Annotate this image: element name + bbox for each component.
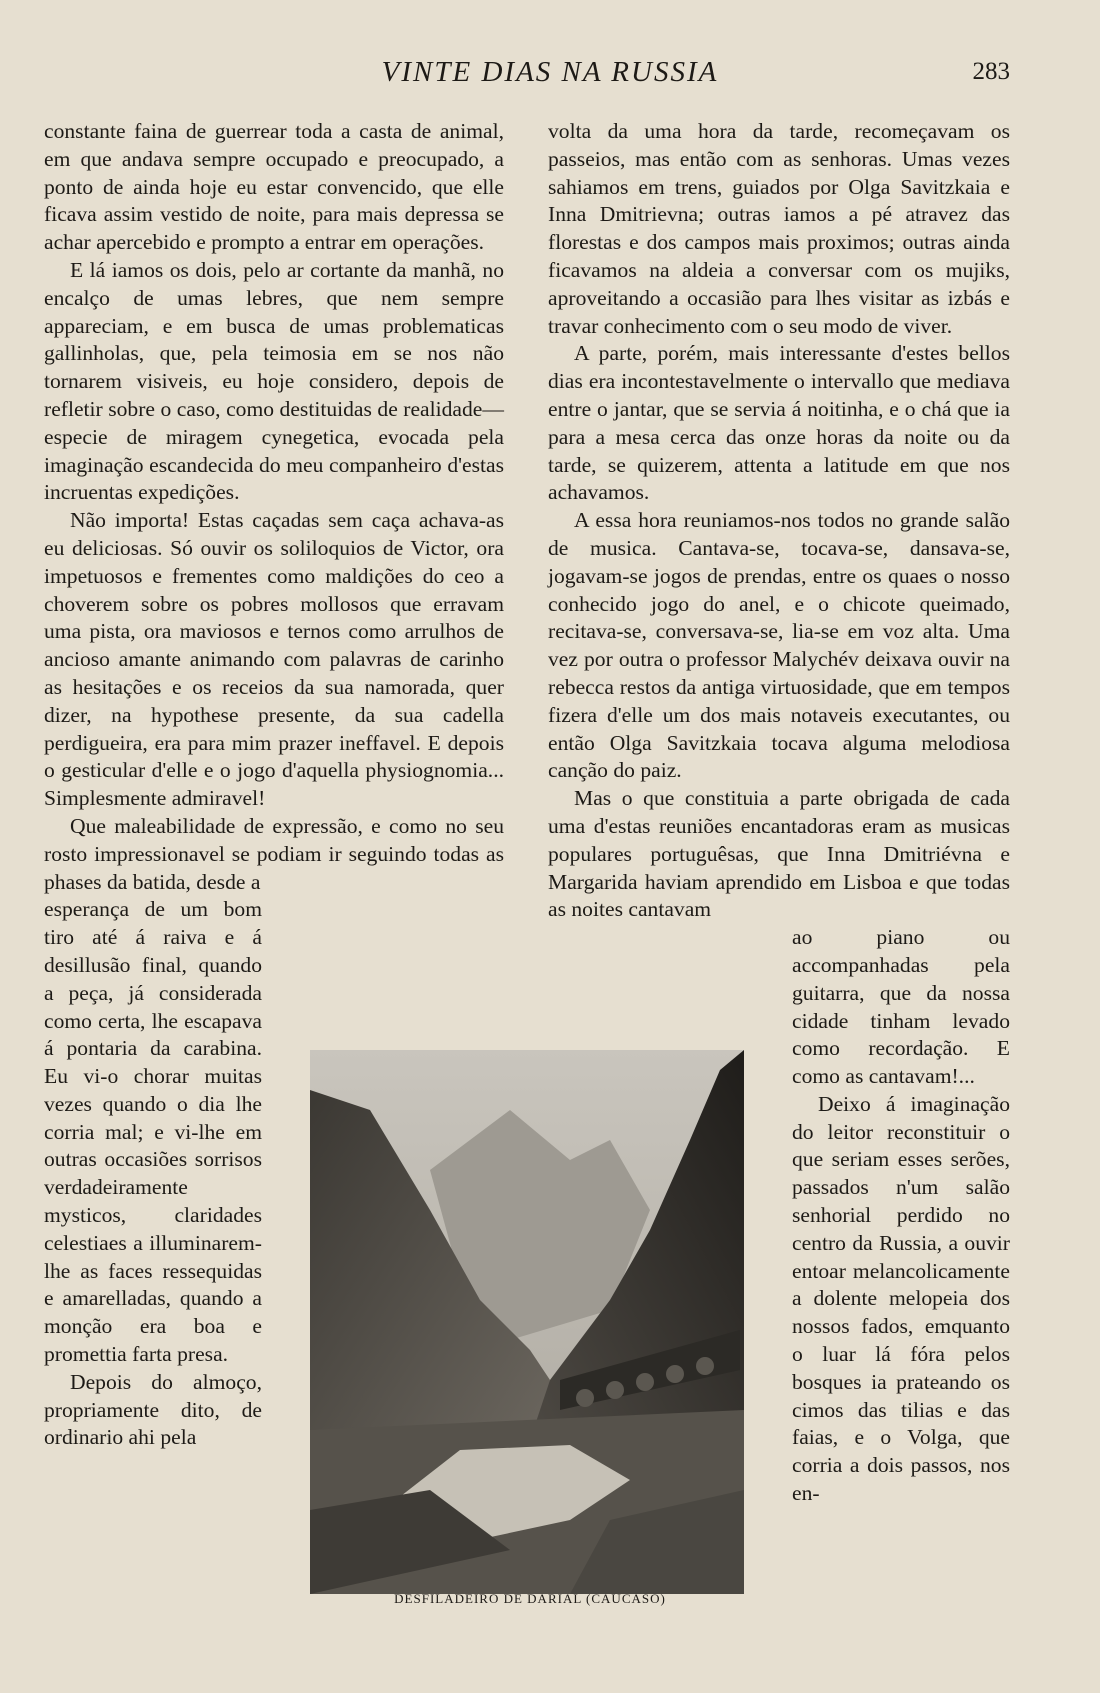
paragraph: esperança de um bom tiro até á raiva e á desillusão final, quando a peça, já considerada como certa, lhe escapava á pontaria da carabina. Eu vi-o chorar muitas vezes quando o dia lhe corria mal; e vi-lhe em outras occasiões sorrisos verdadeiramente mysticos, claridades celestiaes a illuminarem-lhe as faces ressequidas e amarelladas, quando a monção era boa e promettia farta presa. — [44, 897, 262, 1367]
paragraph: constante faina de guerrear toda a casta de animal, em que andava sempre occupado e preocupado, a ponto de ainda hoje eu estar convencido, que elle ficava assim vestido de noite, para mais depressa se achar apercebido e prompto a entrar em operações. — [44, 119, 504, 255]
paragraph: Mas o que constituia a parte obrigada de cada uma d'estas reuniões encantadoras eram as musicas populares portuguêsas, que Inna Dmitriévna e Margarida haviam aprendido em Lisboa e que todas as noites cantavam — [548, 786, 1010, 922]
page-header — [0, 56, 1100, 96]
wrapped-text-right — [792, 924, 1010, 1508]
paragraph: Deixo á imaginação do leitor reconstituir o que seriam esses serões, passados n'um salão senhorial perdido no centro da Russia, a ouvir entoar melancolicamente a dolente melopeia dos nossos fados, emquanto o luar lá fóra pelos bosques ia prateando os cimos das tilias e das faias, e o Volga, que corria a dois passos, nos en- — [792, 1091, 1010, 1506]
running-title: VINTE DIAS NA RUSSIA — [381, 56, 719, 88]
gorge-photograph — [310, 1050, 744, 1594]
paragraph: Não importa! Estas caçadas sem caça achava-as eu deliciosas. Só ouvir os soliloquios de Victor, ora impetuosos e frementes como maldições do ceo a choverem sobre os pobres mollosos que erravam uma pista, ora maviosos e ternos como arrulhos de ancioso amante animando com palavras de carinho as hesitações e os receios da sua namorada, quer dizer, na hypothese presente, da sua cadella perdigueira, era para mim prazer ineffavel. E depois o gesticular d'elle e o jogo d'aquella physiognomia... Simplesmente admiravel! — [44, 508, 504, 811]
paragraph: A essa hora reuniamos-nos todos no grande salão de musica. Cantava-se, tocava-se, dansava-se, jogavam-se jogos de prendas, entre os quaes o nosso conhecido jogo do anel, e o chicote queimado, recitava-se, conversava-se, lia-se em voz alta. Uma vez por outra o professor Malychév deixava ouvir na rebecca restos da antiga virtuosidade, que em tempos fizera d'elle um dos mais notaveis executantes, ou então Olga Savitzkaia tocava alguma melodiosa canção do paiz. — [548, 508, 1010, 783]
wrapped-text-left — [44, 896, 262, 1452]
figure-caption: DESFILADEIRO DE DARIAL (CAUCASO) — [394, 1591, 666, 1606]
paragraph: volta da uma hora da tarde, recomeçavam os passeios, mas então com as senhoras. Umas vezes sahiamos em trens, guiados por Olga Savitzkaia e Inna Dmitrievna; outras iamos a pé atravez das florestas e dos campos mais proximos; outras ainda ficavamos na aldeia a conversar com os mujiks, aproveitando a occasião para lhes visitar as izbás e travar conhecimento com o seu modo de viver. — [548, 119, 1010, 338]
mountain-gorge-illustration — [310, 1050, 744, 1594]
paragraph: ao piano ou accompanhadas pela guitarra, que da nossa cidade tinham levado como recordação. E como as cantavam!... — [792, 925, 1010, 1089]
paragraph: E lá iamos os dois, pelo ar cortante da manhã, no encalço de umas lebres, que nem sempre appareciam, e em busca de umas problematicas gallinholas, que, pela teimosia em se nos não tornarem visiveis, eu hoje considero, depois de refletir sobre o caso, como destituidas de realidade—especie de miragem cynegetica, evocada pela imaginação escandecida do meu companheiro d'estas incruentas expedições. — [44, 257, 504, 505]
page-number: 283 — [972, 58, 1010, 85]
paragraph: A parte, porém, mais interessante d'estes bellos dias era incontestavelmente o intervallo que mediava entre o jantar, que se servia á noitinha, e o chá que ia para a mesa cerca das onze horas da noite ou da tarde, se quizerem, attenta a latitude em que nos achavamos. — [548, 341, 1010, 505]
paragraph: Que maleabilidade de expressão, e como no seu rosto impressionavel se podiam ir seguindo todas as phases da batida, desde a — [44, 813, 504, 894]
paragraph: Depois do almoço, propriamente dito, de ordinario ahi pela — [44, 1369, 262, 1450]
